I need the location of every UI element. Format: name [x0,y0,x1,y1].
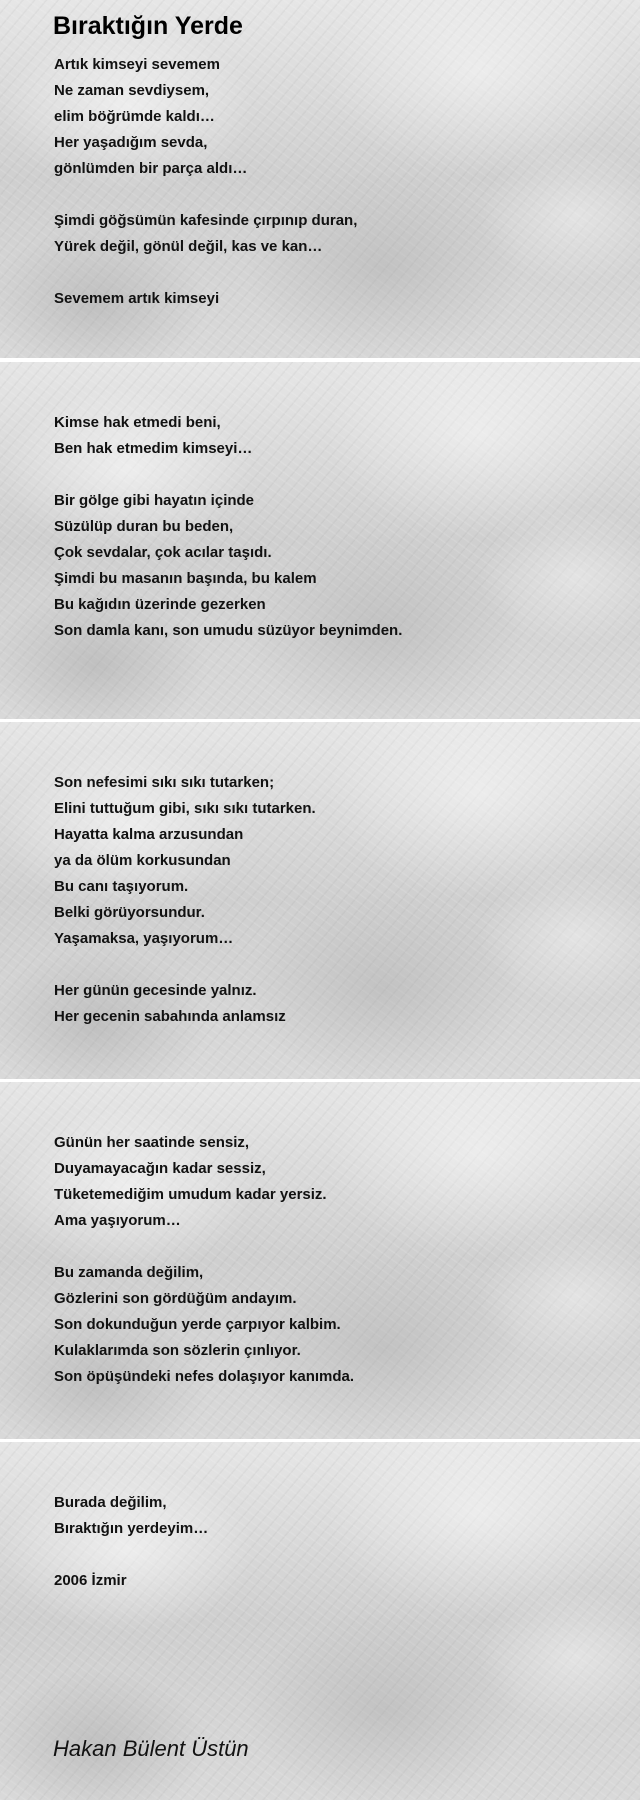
poem-author: Hakan Bülent Üstün [53,1736,249,1761]
poem-title: Bıraktığın Yerde [53,12,243,40]
poem-panel-1 [0,0,640,358]
poem-line: Son öpüşündeki nefes dolaşıyor kanımda. [54,1368,355,1385]
poem-line: Ne zaman sevdiysem, [54,82,210,99]
poem-blank-line [54,1234,354,1260]
poem-line: Son nefesimi sıkı sıkı tutarken; [54,774,275,791]
poem-line: ya da ölüm korkusundan [54,852,231,869]
poem-line: Şimdi bu masanın başında, bu kalem [54,570,317,587]
poem-panel-5 [0,1442,640,1800]
poem-line: Bıraktığın yerdeyim… [54,1520,209,1537]
poem-line: Bu kağıdın üzerinde gezerken [54,596,266,613]
poem-line: Her gecenin sabahında anlamsız [54,1008,286,1025]
poem-line: Sevemem artık kimseyi [54,290,220,307]
poem-blank-line [54,182,357,208]
poem-stanza-4 [54,1130,354,1390]
poem-blank-line [54,1542,208,1568]
poem-stanza-5 [54,1490,208,1594]
poem-line: Çok sevdalar, çok acılar taşıdı. [54,544,272,561]
poem-blank-line [54,952,316,978]
poem-stanza-1 [54,52,357,312]
poem-line: Ben hak etmedim kimseyi… [54,440,253,457]
poem-panel-3 [0,722,640,1079]
poem-blank-line [54,260,357,286]
poem-line: Hayatta kalma arzusundan [54,826,244,843]
poem-line: Süzülüp duran bu beden, [54,518,234,535]
poem-line: Bir gölge gibi hayatın içinde [54,492,255,509]
poem-line: Günün her saatinde sensiz, [54,1134,250,1151]
poem-line: Gözlerini son gördüğüm andayım. [54,1290,297,1307]
poem-line: Her yaşadığım sevda, [54,134,208,151]
poem-stanza-3 [54,770,316,1030]
poem-stanza-2 [54,410,402,644]
poem-line: Kimse hak etmedi beni, [54,414,221,431]
poem-date-place: 2006 İzmir [54,1572,127,1589]
poem-line: elim böğrümde kaldı… [54,108,215,125]
poem-line: Son dokunduğun yerde çarpıyor kalbim. [54,1316,341,1333]
poem-line: gönlümden bir parça aldı… [54,160,248,177]
poem-line: Duyamayacağın kadar sessiz, [54,1160,266,1177]
poem-line: Tüketemediğim umudum kadar yersiz. [54,1186,327,1203]
poem-line: Yaşamaksa, yaşıyorum… [54,930,234,947]
poem-line: Bu zamanda değilim, [54,1264,204,1281]
poem-line: Belki görüyorsundur. [54,904,205,921]
poem-line: Kulaklarımda son sözlerin çınlıyor. [54,1342,301,1359]
poem-line: Son damla kanı, son umudu süzüyor beynimden. [54,622,403,639]
poem-panel-4 [0,1082,640,1439]
poem-panel-2 [0,362,640,719]
poem-line: Burada değilim, [54,1494,167,1511]
poem-line: Bu canı taşıyorum. [54,878,189,895]
poem-line: Her günün gecesinde yalnız. [54,982,257,999]
poem-line: Ama yaşıyorum… [54,1212,181,1229]
poem-blank-line [54,462,402,488]
poem-line: Artık kimseyi sevemem [54,56,220,73]
poem-line: Elini tuttuğum gibi, sıkı sıkı tutarken. [54,800,316,817]
poem-line: Şimdi göğsümün kafesinde çırpınıp duran, [54,212,358,229]
poem-line: Yürek değil, gönül değil, kas ve kan… [54,238,323,255]
